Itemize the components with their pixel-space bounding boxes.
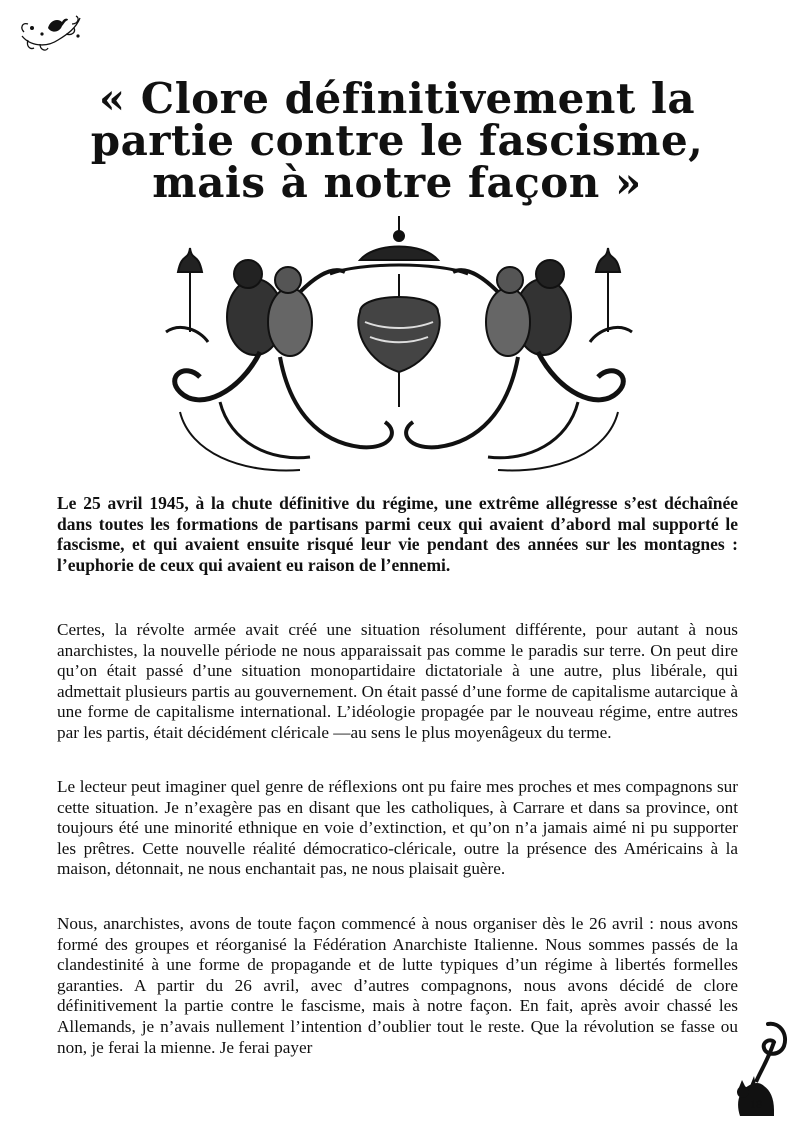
body-paragraph: Nous, anarchistes, avons de toute façon commencé à nous organiser dès le 26 avril : nous avons formé des groupes et réorganisé la Fédération Anarchiste Italienne. Nous sommes passés de la clandestinité à une forme de propagande et de lutte typiques d’un régime à libertés formelles garanties. A partir du 26 avril, avec d’autres compagnons, nous avons décidé de clore définitivement la partie contre le fascisme, mais à notre façon. En fait, après avoir chassé les Allemands, je n’avais nullement l’intention d’oublier tout le reste. Que la révolution se fasse ou non, je ferai la mienne. Je ferai payer [57,914,738,1057]
body-paragraph: Certes, la révolte armée avait créé une situation résolument différente, pour autant à nous anarchistes, la nouvelle période ne nous apparaissait pas comme le paradis sur terre. On peut dire qu’on était passé d’une situation monopartidaire dictatoriale à une autre, plus libérale, qui admettait plusieurs partis au gouvernement. On était passé d’une forme de capitalisme autarcique à une forme de capitalisme international. L’idéologie propagée par le nouveau régime, entre autres par les partis, était décidément cléricale —au sens le plus moyenâgeux du terme. [57,620,738,742]
bird-ornament-icon [18,6,84,54]
body-paragraph: Le lecteur peut imaginer quel genre de réflexions ont pu faire mes proches et mes compagnons sur cette situation. Je n’exagère pas en disant que les catholiques, à Carrare et dans sa province, ont toujours été une minorité ethnique en voie d’extinction, et qu’on n’a jamais aimé ni pu supporter les prêtres. Cette nouvelle réalité démocratico-cléricale, outre la présence des Américains à la maison, détonnait, ne nous enchantait pas, ne nous plaisait guère. [57,777,738,879]
lead-paragraph: Le 25 avril 1945, à la chute définitive du régime, une extrême allégresse s’est déchaînée dans toutes les formations de partisans parmi ceux qui avaient d’abord mal supporté le fascisme, et qui avaient ensuite risqué leur vie pendant des années sur les montagnes : l’euphorie de ceux qui avaient eu raison de l’ennemi. [57,493,738,575]
ornamental-illustration [160,212,638,482]
page-title: « Clore définitivement la partie contre le fascisme, mais à notre façon » [90,74,704,207]
page-number: 18 [750,1097,762,1111]
